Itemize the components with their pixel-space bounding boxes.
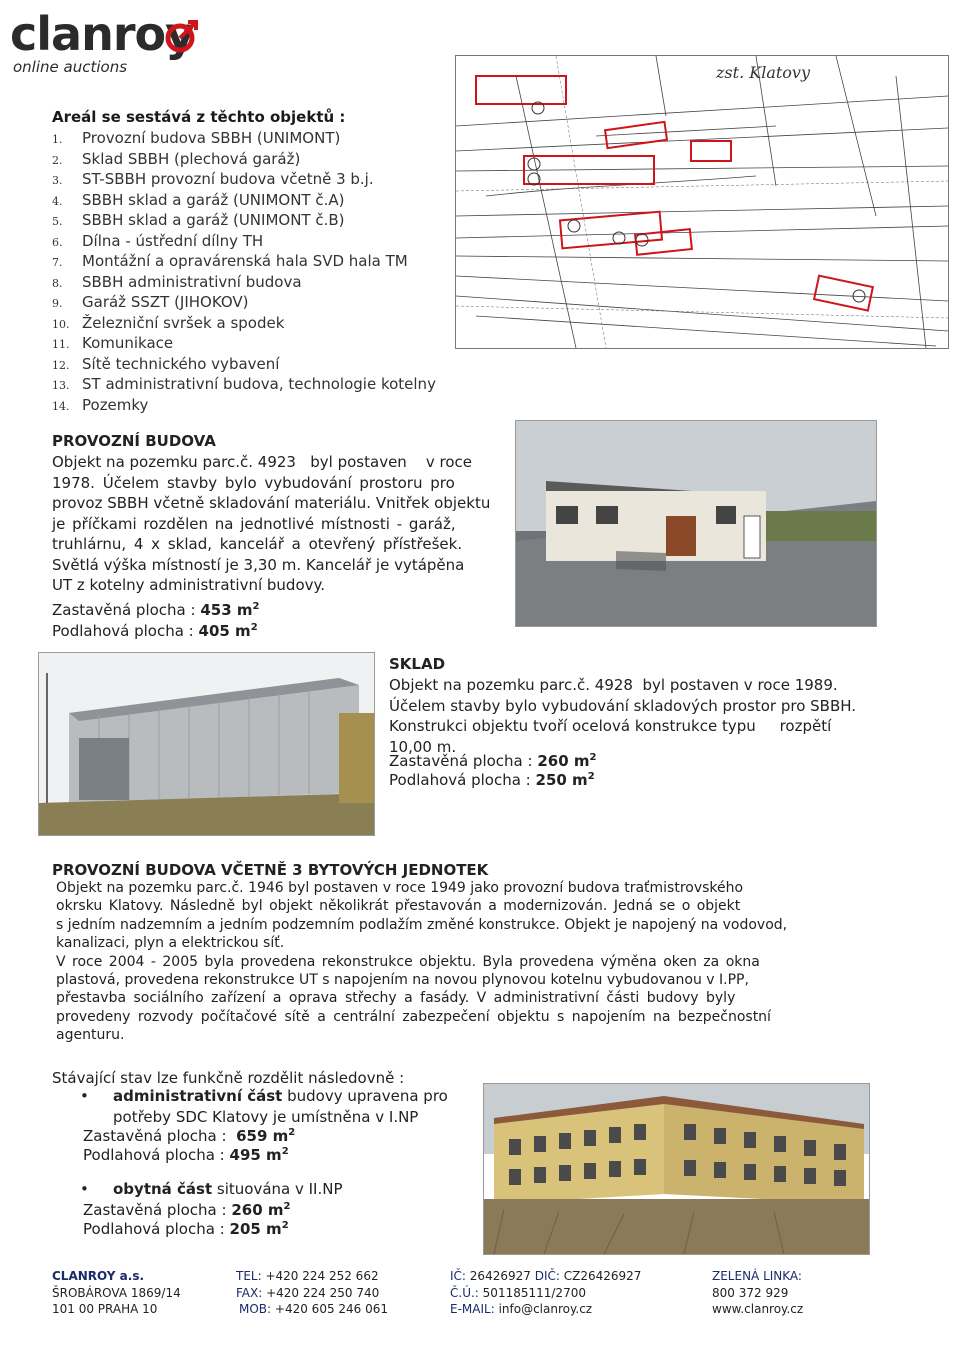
- bytove-description: Objekt na pozemku parc.č. 1946 byl postaven v roce 1949 jako provozní budova traťmistrovského okrsku Klatovy. Následně byl objekt několikrát přestavován a modernizován. Jedná se o objekt s jedním nadzemním a jedním podzemním podlažím změné konstrukce. Objekt je napojený na vodovod, kanalizaci, plyn a elektrickou síť. V roce 2004 - 2005 byla provedena rekonstrukce objektu. Byla provedena výměna oken za okna plastová, provedena rekonstrukce UT s napojením na novou plynovou kotelnu vybudovanou v I.PP, přestavba sociálního zařízení a oprava střechy a fasády. V administrativní části budovy byly provedeny rozvody počítačové sítě a centrální zabezpečení objektu s napojením na bezpečnostní agenturu.: [56, 880, 788, 1044]
- list-item: 1. Provozní budova SBBH (UNIMONT): [52, 129, 341, 147]
- footer-fax: +420 224 250 740: [266, 1285, 380, 1300]
- logo-tagline: online auctions: [13, 58, 128, 76]
- footer-city: 101 00 PRAHA 10: [52, 1302, 158, 1316]
- footer-dic-label: DIČ:: [534, 1269, 560, 1283]
- bullet-icon: •: [80, 1180, 89, 1198]
- sklad-description: Objekt na pozemku parc.č. 4928 byl postaven v roce 1989. Účelem stavby bylo vybudování skladových prostor pro SBBH. Konstrukci objektu tvoří ocelová konstrukce typu rozpětí 10,00 m.: [389, 676, 857, 756]
- footer-web-link[interactable]: www.clanroy.cz: [712, 1302, 804, 1316]
- list-item: 5. SBBH sklad a garáž (UNIMONT č.B): [52, 211, 345, 229]
- footer-ic: 26426927: [469, 1269, 531, 1283]
- footer-tel-label: TEL:: [236, 1269, 262, 1283]
- footer-mob-label: MOB:: [239, 1302, 272, 1316]
- list-item: 2. Sklad SBBH (plechová garáž): [52, 149, 301, 168]
- footer-mob[interactable]: +420 605 246 061: [274, 1302, 389, 1316]
- list-item: 8. SBBH administrativní budova: [52, 272, 302, 291]
- logo-target-arrow-icon: [160, 18, 200, 58]
- list-item: 10. Železniční svršek a spodek: [52, 313, 285, 332]
- list-item: 6. Dílna - ústřední dílny TH: [52, 231, 264, 250]
- footer-ic-label: IČ:: [450, 1269, 466, 1283]
- list-item: 12. Sítě technického vybavení: [52, 354, 280, 373]
- bytove-title: PROVOZNÍ BUDOVA VČETNĚ 3 BYTOVÝCH JEDNOTEK: [52, 861, 489, 879]
- list-item: 7. Montážní a opravárenská hala SVD hala TM: [52, 252, 408, 270]
- list-item: 13. ST administrativní budova, technologie kotelny: [52, 375, 436, 393]
- admin-part-item: • administrativní část budovy upravena pro potřeby SDC Klatovy je umístněna v I.NP: [80, 1087, 448, 1126]
- residential-part-item: • obytná část situována v II.NP: [80, 1180, 343, 1198]
- cadastral-map-drawing: [456, 56, 948, 348]
- sklad-title: SKLAD: [389, 655, 446, 673]
- list-item: 11. Komunikace: [52, 334, 174, 352]
- footer-dic: CZ26426927: [563, 1269, 642, 1283]
- footer-cu: 501185111/2700: [482, 1285, 586, 1300]
- footer-street: ŠROBÁROVA 1869/14: [52, 1285, 181, 1300]
- provozni-description: Objekt na pozemku parc.č. 4923 byl postaven v roce 1978. Účelem stavby bylo vybudování prostoru pro provoz SBBH včetně skladování materiálu. Vnitřek objektu je příčkami rozdělen na jednotlivé místnosti - garáž, truhlárnu, 4 x sklad, kancelář a otevřený přístřešek. Světlá výška místností je 3,30 m. Kancelář je vytápěna UT z kotelny administrativní budovy.: [52, 453, 491, 594]
- footer-green-line-label: ZELENÁ LINKA:: [712, 1269, 802, 1283]
- footer-email-label: E-MAIL:: [450, 1302, 495, 1316]
- footer-tel[interactable]: +420 224 252 662: [265, 1269, 379, 1283]
- logo-wordmark: clanroy: [10, 7, 195, 61]
- list-item: 3. ST-SBBH provozní budova včetně 3 b.j.: [52, 170, 374, 188]
- provozni-budova-photo: [515, 420, 877, 627]
- footer-green-line[interactable]: 800 372 929: [712, 1285, 789, 1300]
- provozni-title: PROVOZNÍ BUDOVA: [52, 432, 216, 450]
- sklad-built-area: Zastavěná plocha : 260 $m^2$: [389, 752, 597, 770]
- list-item: 14. Pozemky: [52, 395, 149, 414]
- site-map: [455, 55, 949, 349]
- residential-floor-area: Podlahová plocha : 205 $m^2$: [83, 1220, 289, 1238]
- list-item: 4. SBBH sklad a garáž (UNIMONT č.A): [52, 190, 345, 209]
- bullet-icon: •: [80, 1087, 89, 1105]
- objects-list: [52, 128, 436, 415]
- residential-built-area: Zastavěná plocha : 260 $m^2$: [83, 1201, 291, 1219]
- list-item: 9. Garáž SSZT (JIHOKOV): [52, 293, 249, 311]
- map-station-label: zst. Klatovy: [716, 63, 810, 82]
- objects-heading: Areál se sestává z těchto objektů :: [52, 108, 346, 126]
- admin-floor-area: Podlahová plocha : 495 $m^2$: [83, 1146, 289, 1164]
- bytove-budova-photo: [483, 1083, 870, 1255]
- footer-fax-label: FAX:: [236, 1285, 263, 1300]
- clanroy-logo: [10, 8, 240, 74]
- footer-cu-label: Č.Ú.:: [450, 1285, 479, 1300]
- footer-company: CLANROY a.s.: [52, 1269, 145, 1283]
- division-intro: Stávající stav lze funkčně rozdělit následovně :: [52, 1069, 405, 1087]
- footer-email[interactable]: info@clanroy.cz: [498, 1302, 593, 1316]
- admin-built-area: Zastavěná plocha : 659 $m^2$: [83, 1127, 296, 1145]
- provozni-built-area: Zastavěná plocha : 453 $m^2$: [52, 601, 260, 619]
- sklad-floor-area: Podlahová plocha : 250 $m^2$: [389, 771, 595, 789]
- provozni-floor-area: Podlahová plocha : 405 $m^2$: [52, 622, 258, 640]
- sklad-photo: [38, 652, 375, 836]
